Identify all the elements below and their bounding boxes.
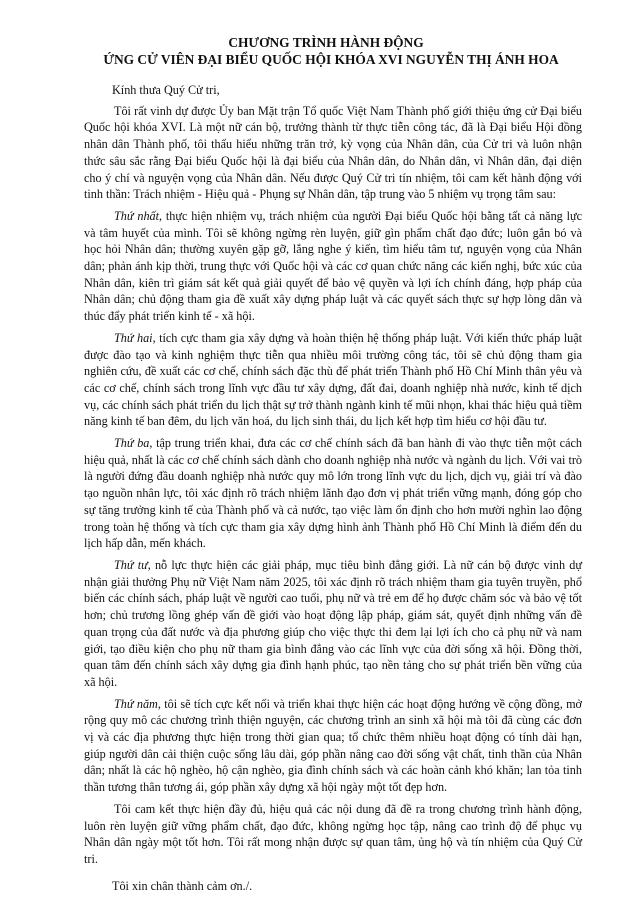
task-lead: Thứ ba [114,436,150,451]
task-paragraph-1 [84,208,582,325]
greeting: Kính thưa Quý Cử tri, [112,83,220,97]
task-paragraph-4 [84,557,582,691]
document-subtitle: ỨNG CỬ VIÊN ĐẠI BIỂU QUỐC HỘI KHÓA XVI NGUYỄN THỊ ÁNH HOA [103,52,559,67]
document-title: CHƯƠNG TRÌNH HÀNH ĐỘNG [228,35,424,50]
task-lead: Thứ tư [114,557,148,572]
task-paragraph-3 [84,435,582,552]
task-text: , tôi sẽ tích cực kết nối và triển khai thực hiện các hoạt động hướng về cộng đồng, mở rộng quy mô các chương trình thiện nguyện, các chương trình an sinh xã hội mà tôi đã cùng các đơn vị và các địa phương thực hiện trong thời gian qua; tổ chức thêm nhiều hoạt động có tính dài hạn, giúp người dân cải thiện cuộc sống lâu dài, góp phần nâng cao đời sống vật chất, tinh thần của Nhân dân; nhất là các hộ nghèo, hộ cận nghèo, gia đình chính sách và các hoàn cảnh khó khăn; lan tỏa tinh thần tương thân tương ái, góp phần xây dựng xã hội ngày một tốt đẹp hơn. [84,696,583,795]
task-text: , nỗ lực thực hiện các giải pháp, mục tiêu bình đẳng giới. Là nữ cán bộ được vinh dự nhận giải thưởng Phụ nữ Việt Nam năm 2025, tôi xác định rõ trách nhiệm tham gia tuyên truyền, phổ biến các chính sách, pháp luật về người cao tuổi, phụ nữ và trẻ em để họ được chăm sóc và bảo vệ tốt hơn; chủ trương lồng ghép vấn đề giới vào hoạt động lập pháp, giám sát, quyết định những vấn đề quan trọng của đất nước và địa phương giúp cho việc thực thi đem lại lợi ích cho cả phụ nữ và nam giới, tạo điều kiện cho phụ nữ tham gia bình đẳng vào các lĩnh vực của đời sống xã hội. Đồng thời, quan tâm đến chính sách xây dựng gia đình hạnh phúc, tạo nền tảng cho sự phát triển bền vững của xã hội. [84,557,582,689]
task-paragraph-2 [84,330,582,430]
task-text: , thực hiện nhiệm vụ, trách nhiệm của người Đại biểu Quốc hội bằng tất cả năng lực và tâm huyết của mình. Tôi sẽ không ngừng rèn luyện, giữ gìn phẩm chất đạo đức; luôn gắn bó và học hỏi Nhân dân; thường xuyên gặp gỡ, lắng nghe ý kiến, tìm hiểu tâm tư, nguyện vọng của Nhân dân; phản ánh kịp thời, trung thực với Quốc hội và các cơ quan chức năng các kiến nghị, bức xúc của Nhân dân, kiên trì giám sát kết quả giải quyết để bảo vệ quyền và lợi ích chính đáng, hợp pháp của Nhân dân; chủ động tham gia đề xuất xây dựng pháp luật và các quyết sách thực sự hợp lòng dân và thúc đẩy phát triển kinh tế - xã hội. [84,208,582,324]
closing-line: Tôi xin chân thành cảm ơn./. [112,878,253,893]
task-paragraph-5 [84,696,582,796]
commitment-paragraph: Tôi cam kết thực hiện đầy đủ, hiệu quả các nội dung đã đề ra trong chương trình hành động, luôn rèn luyện giữ vững phẩm chất, đạo đức, không ngừng học tập, nâng cao trình độ để phục vụ Nhân dân ngày một tốt hơn. Tôi rất mong nhận được sự quan tâm, ủng hộ và tín nhiệm của Quý Cử tri. [84,801,582,866]
intro-paragraph: Tôi rất vinh dự được Ủy ban Mặt trận Tổ quốc Việt Nam Thành phố giới thiệu ứng cử Đại biểu Quốc hội khóa XVI. Là một nữ cán bộ, trưởng thành từ thực tiễn công tác, đã là Đại biểu Hội đồng nhân dân Thành phố, tôi thấu hiểu những trăn trở, kỳ vọng của Nhân dân, của Cử tri và luôn nhận thức sâu sắc rằng Đại biểu Quốc hội là đại biểu của Nhân dân, do Nhân dân, vì Nhân dân, đại diện cho ý chí và nguyện vọng của Nhân dân. Nếu được Quý Cử tri tín nhiệm, tôi cam kết hành động với tinh thần: Trách nhiệm - Hiệu quả - Phụng sự Nhân dân, tập trung vào 5 nhiệm vụ trọng tâm sau: [84,103,582,202]
task-text: , tập trung triển khai, đưa các cơ chế chính sách đã ban hành đi vào thực tiễn một cách hiệu quả, nhất là các cơ chế chính sách dành cho doanh nghiệp nhà nước và ngành du lịch. Với vai trò là người đứng đầu doanh nghiệp nhà nước quy mô lớn trong lĩnh vực du lịch, dịch vụ, giải trí và đào tạo nguồn nhân lực, tôi xác định rõ trách nhiệm lãnh đạo đơn vị phát triển vững mạnh, đóng góp cho sự tăng trưởng kinh tế của Thành phố và cả nước, tạo việc làm ổn định cho hơn mười nghìn lao động trong toàn hệ thống và tích cực tham gia xây dựng hình ảnh Thành phố Hồ Chí Minh là điểm đến du lịch hấp dẫn, mến khách. [84,436,582,551]
task-lead: Thứ năm [114,696,158,711]
task-lead: Thứ nhất [114,208,160,223]
task-text: , tích cực tham gia xây dựng và hoàn thiện hệ thống pháp luật. Với kiến thức pháp luật được đào tạo và kinh nghiệm thực tiễn qua nhiều môi trường công tác, tôi sẽ chủ động tham gia nghiên cứu, đề xuất các cơ chế, chính sách đặc thù để phát triển Thành phố Hồ Chí Minh thân yêu và các cơ chế, chính sách trong lĩnh vực đầu tư xây dựng, đất đai, doanh nghiệp nhà nước, kinh tế dịch vụ, các chính sách phát triển du lịch thật sự trở thành ngành kinh tế mũi nhọn, khai thác hiệu quả tiềm năng kinh tế ban đêm, du lịch văn hoá, du lịch sinh thái, du lịch kết hợp tìm hiểu cơ hội đầu tư. [84,330,583,429]
task-lead: Thứ hai [114,330,153,345]
